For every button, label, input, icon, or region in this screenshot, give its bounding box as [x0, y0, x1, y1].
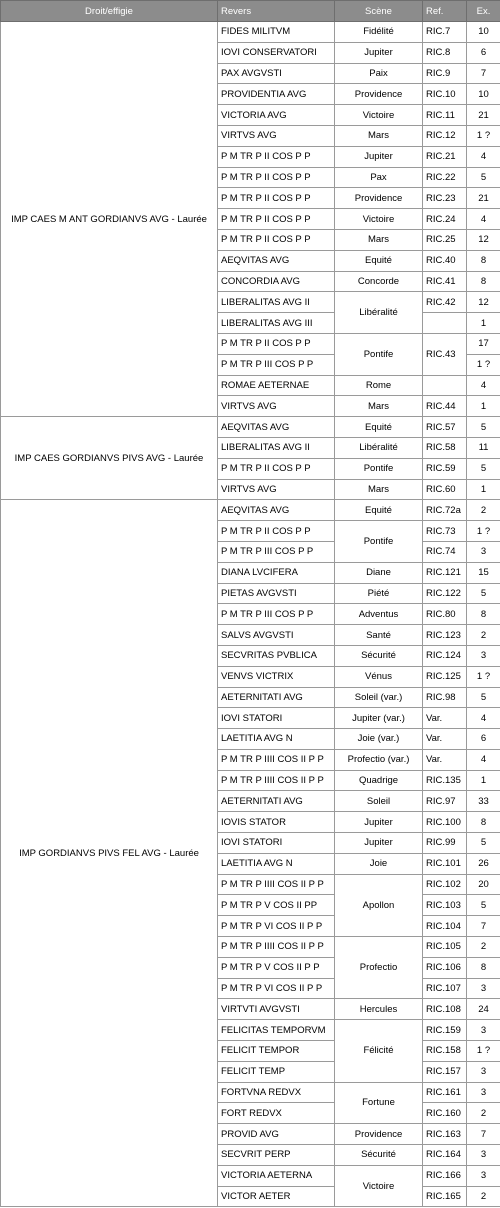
ex-cell: 10	[467, 84, 500, 105]
ex-cell: 1	[467, 313, 500, 334]
ref-cell: RIC.9	[423, 63, 467, 84]
reverse-cell: PIETAS AVGVSTI	[218, 583, 335, 604]
ref-cell: RIC.98	[423, 687, 467, 708]
ex-cell: 1	[467, 396, 500, 417]
ref-cell: RIC.11	[423, 105, 467, 126]
scene-cell: Jupiter	[335, 146, 423, 167]
reverse-cell: P M TR P II COS P P	[218, 188, 335, 209]
reverse-cell: P M TR P IIII COS II P P	[218, 749, 335, 770]
scene-cell: Fidélité	[335, 22, 423, 43]
ex-cell: 7	[467, 1124, 500, 1145]
reverse-cell: P M TR P V COS II PP	[218, 895, 335, 916]
ex-cell: 8	[467, 604, 500, 625]
scene-cell: Fortune	[335, 1082, 423, 1124]
ref-cell: RIC.100	[423, 812, 467, 833]
ex-cell: 1	[467, 479, 500, 500]
ex-cell: 7	[467, 63, 500, 84]
ref-cell: Var.	[423, 749, 467, 770]
ex-cell: 7	[467, 916, 500, 937]
ex-cell: 26	[467, 853, 500, 874]
header-reverse: Revers	[218, 1, 335, 22]
ref-cell: Var.	[423, 729, 467, 750]
reverse-cell: VICTORIA AETERNA	[218, 1165, 335, 1186]
ex-cell: 4	[467, 375, 500, 396]
ex-cell: 2	[467, 500, 500, 521]
ref-cell: RIC.8	[423, 42, 467, 63]
ref-cell: RIC.158	[423, 1041, 467, 1062]
reverse-cell: P M TR P III COS P P	[218, 541, 335, 562]
ref-cell: RIC.161	[423, 1082, 467, 1103]
reverse-cell: PROVIDENTIA AVG	[218, 84, 335, 105]
reverse-cell: P M TR P III COS P P	[218, 604, 335, 625]
reverse-cell: VIRTVS AVG	[218, 396, 335, 417]
ex-cell: 4	[467, 708, 500, 729]
ex-cell: 12	[467, 292, 500, 313]
scene-cell: Félicité	[335, 1020, 423, 1082]
reverse-cell: VICTOR AETER	[218, 1186, 335, 1207]
reverse-cell: P M TR P II COS P P	[218, 167, 335, 188]
scene-cell: Providence	[335, 188, 423, 209]
reverse-cell: DIANA LVCIFERA	[218, 562, 335, 583]
ref-cell: RIC.163	[423, 1124, 467, 1145]
scene-cell: Victoire	[335, 1165, 423, 1207]
ex-cell: 3	[467, 978, 500, 999]
reverse-cell: IOVI STATORI	[218, 833, 335, 854]
reverse-cell: VIRTVS AVG	[218, 479, 335, 500]
reverse-cell: PROVID AVG	[218, 1124, 335, 1145]
scene-cell: Apollon	[335, 874, 423, 936]
ex-cell: 8	[467, 812, 500, 833]
ex-cell: 6	[467, 42, 500, 63]
ref-cell: RIC.25	[423, 229, 467, 250]
reverse-cell: P M TR P II COS P P	[218, 521, 335, 542]
table-header	[1, 1, 500, 22]
header-ex: Ex.	[467, 1, 500, 22]
ref-cell: RIC.24	[423, 209, 467, 230]
reverse-cell: IOVIS STATOR	[218, 812, 335, 833]
ref-cell: RIC.23	[423, 188, 467, 209]
reverse-cell: SECVRITAS PVBLICA	[218, 645, 335, 666]
reverse-cell: P M TR P IIII COS II P P	[218, 937, 335, 958]
reverse-cell: LIBERALITAS AVG II	[218, 437, 335, 458]
ex-cell: 4	[467, 749, 500, 770]
ex-cell: 5	[467, 417, 500, 438]
ex-cell: 3	[467, 1061, 500, 1082]
ref-cell: RIC.104	[423, 916, 467, 937]
obverse-cell: IMP GORDIANVS PIVS FEL AVG - Laurée	[1, 500, 218, 1207]
ref-cell	[423, 313, 467, 334]
ref-cell: RIC.135	[423, 770, 467, 791]
ref-cell: RIC.43	[423, 333, 467, 375]
table-row	[1, 22, 500, 43]
reverse-cell: AEQVITAS AVG	[218, 250, 335, 271]
ex-cell: 3	[467, 1020, 500, 1041]
scene-cell: Joie	[335, 853, 423, 874]
table-body	[1, 22, 500, 1207]
scene-cell: Jupiter	[335, 42, 423, 63]
header-scene: Scène	[335, 1, 423, 22]
reverse-cell: P M TR P II COS P P	[218, 209, 335, 230]
ex-cell: 10	[467, 22, 500, 43]
ex-cell: 21	[467, 105, 500, 126]
ex-cell: 5	[467, 583, 500, 604]
ref-cell: RIC.157	[423, 1061, 467, 1082]
ex-cell: 15	[467, 562, 500, 583]
scene-cell: Mars	[335, 479, 423, 500]
scene-cell: Pontife	[335, 333, 423, 375]
scene-cell: Pax	[335, 167, 423, 188]
scene-cell: Mars	[335, 229, 423, 250]
reverse-cell: LAETITIA AVG N	[218, 853, 335, 874]
ex-cell: 5	[467, 895, 500, 916]
ref-cell: RIC.72a	[423, 500, 467, 521]
ex-cell: 5	[467, 167, 500, 188]
header-row	[1, 1, 500, 22]
ex-cell: 8	[467, 271, 500, 292]
reverse-cell: LIBERALITAS AVG II	[218, 292, 335, 313]
ref-cell: RIC.107	[423, 978, 467, 999]
ex-cell: 5	[467, 458, 500, 479]
ex-cell: 3	[467, 1165, 500, 1186]
reverse-cell: P M TR P II COS P P	[218, 146, 335, 167]
ref-cell: RIC.123	[423, 625, 467, 646]
scene-cell: Paix	[335, 63, 423, 84]
ref-cell: RIC.59	[423, 458, 467, 479]
reverse-cell: VIRTVS AVG	[218, 125, 335, 146]
reverse-cell: P M TR P V COS II P P	[218, 957, 335, 978]
scene-cell: Soleil	[335, 791, 423, 812]
ex-cell: 1 ?	[467, 521, 500, 542]
ref-cell: RIC.42	[423, 292, 467, 313]
ex-cell: 1 ?	[467, 354, 500, 375]
reverse-cell: FELICIT TEMP	[218, 1061, 335, 1082]
header-obverse: Droit/effigie	[1, 1, 218, 22]
reverse-cell: SECVRIT PERP	[218, 1145, 335, 1166]
ex-cell: 6	[467, 729, 500, 750]
reverse-cell: AETERNITATI AVG	[218, 791, 335, 812]
reverse-cell: FELICIT TEMPOR	[218, 1041, 335, 1062]
obverse-cell: IMP CAES M ANT GORDIANVS AVG - Laurée	[1, 22, 218, 417]
ex-cell: 3	[467, 541, 500, 562]
ref-cell: RIC.160	[423, 1103, 467, 1124]
ex-cell: 1 ?	[467, 666, 500, 687]
ref-cell: RIC.124	[423, 645, 467, 666]
reverse-cell: P M TR P VI COS II P P	[218, 916, 335, 937]
reverse-cell: FORTVNA REDVX	[218, 1082, 335, 1103]
ref-cell: RIC.41	[423, 271, 467, 292]
ref-cell: Var.	[423, 708, 467, 729]
reverse-cell: AEQVITAS AVG	[218, 500, 335, 521]
scene-cell: Santé	[335, 625, 423, 646]
reverse-cell: P M TR P II COS P P	[218, 458, 335, 479]
reverse-cell: FIDES MILITVM	[218, 22, 335, 43]
reverse-cell: FELICITAS TEMPORVM	[218, 1020, 335, 1041]
ex-cell: 20	[467, 874, 500, 895]
scene-cell: Providence	[335, 84, 423, 105]
scene-cell: Victoire	[335, 105, 423, 126]
scene-cell: Sécurité	[335, 645, 423, 666]
scene-cell: Equité	[335, 417, 423, 438]
scene-cell: Sécurité	[335, 1145, 423, 1166]
scene-cell: Libéralité	[335, 292, 423, 334]
ref-cell: RIC.7	[423, 22, 467, 43]
reverse-cell: P M TR P IIII COS II P P	[218, 770, 335, 791]
ref-cell: RIC.166	[423, 1165, 467, 1186]
scene-cell: Profectio (var.)	[335, 749, 423, 770]
scene-cell: Jupiter	[335, 812, 423, 833]
header-ref: Ref.	[423, 1, 467, 22]
scene-cell: Soleil (var.)	[335, 687, 423, 708]
table-row	[1, 500, 500, 521]
ex-cell: 3	[467, 1145, 500, 1166]
reverse-cell: VICTORIA AVG	[218, 105, 335, 126]
ex-cell: 8	[467, 250, 500, 271]
ref-cell	[423, 375, 467, 396]
ref-cell: RIC.44	[423, 396, 467, 417]
ref-cell: RIC.101	[423, 853, 467, 874]
reverse-cell: IOVI CONSERVATORI	[218, 42, 335, 63]
table-row	[1, 417, 500, 438]
ref-cell: RIC.22	[423, 167, 467, 188]
scene-cell: Providence	[335, 1124, 423, 1145]
ex-cell: 33	[467, 791, 500, 812]
reverse-cell: AETERNITATI AVG	[218, 687, 335, 708]
scene-cell: Profectio	[335, 937, 423, 999]
ref-cell: RIC.164	[423, 1145, 467, 1166]
scene-cell: Rome	[335, 375, 423, 396]
ref-cell: RIC.106	[423, 957, 467, 978]
ref-cell: RIC.73	[423, 521, 467, 542]
ref-cell: RIC.57	[423, 417, 467, 438]
reverse-cell: LIBERALITAS AVG III	[218, 313, 335, 334]
ex-cell: 2	[467, 1103, 500, 1124]
ex-cell: 11	[467, 437, 500, 458]
ex-cell: 2	[467, 625, 500, 646]
reverse-cell: AEQVITAS AVG	[218, 417, 335, 438]
scene-cell: Piété	[335, 583, 423, 604]
reverse-cell: P M TR P II COS P P	[218, 333, 335, 354]
reverse-cell: P M TR P II COS P P	[218, 229, 335, 250]
scene-cell: Joie (var.)	[335, 729, 423, 750]
scene-cell: Mars	[335, 125, 423, 146]
ref-cell: RIC.80	[423, 604, 467, 625]
ref-cell: RIC.105	[423, 937, 467, 958]
ex-cell: 21	[467, 188, 500, 209]
ref-cell: RIC.60	[423, 479, 467, 500]
ref-cell: RIC.122	[423, 583, 467, 604]
ref-cell: RIC.97	[423, 791, 467, 812]
ex-cell: 4	[467, 209, 500, 230]
scene-cell: Pontife	[335, 521, 423, 563]
ex-cell: 1	[467, 770, 500, 791]
ref-cell: RIC.21	[423, 146, 467, 167]
scene-cell: Jupiter	[335, 833, 423, 854]
scene-cell: Concorde	[335, 271, 423, 292]
ex-cell: 5	[467, 833, 500, 854]
reverse-cell: SALVS AVGVSTI	[218, 625, 335, 646]
ex-cell: 2	[467, 1186, 500, 1207]
ref-cell: RIC.121	[423, 562, 467, 583]
ex-cell: 3	[467, 1082, 500, 1103]
scene-cell: Hercules	[335, 999, 423, 1020]
ref-cell: RIC.40	[423, 250, 467, 271]
reverse-cell: VIRTVTI AVGVSTI	[218, 999, 335, 1020]
ref-cell: RIC.58	[423, 437, 467, 458]
scene-cell: Equité	[335, 250, 423, 271]
ex-cell: 24	[467, 999, 500, 1020]
ref-cell: RIC.103	[423, 895, 467, 916]
obverse-cell: IMP CAES GORDIANVS PIVS AVG - Laurée	[1, 417, 218, 500]
reverse-cell: P M TR P III COS P P	[218, 354, 335, 375]
reverse-cell: P M TR P IIII COS II P P	[218, 874, 335, 895]
reverse-cell: FORT REDVX	[218, 1103, 335, 1124]
scene-cell: Mars	[335, 396, 423, 417]
reverse-cell: PAX AVGVSTI	[218, 63, 335, 84]
scene-cell: Equité	[335, 500, 423, 521]
ref-cell: RIC.12	[423, 125, 467, 146]
scene-cell: Victoire	[335, 209, 423, 230]
ref-cell: RIC.165	[423, 1186, 467, 1207]
scene-cell: Pontife	[335, 458, 423, 479]
ex-cell: 3	[467, 645, 500, 666]
scene-cell: Vénus	[335, 666, 423, 687]
ex-cell: 17	[467, 333, 500, 354]
ex-cell: 1 ?	[467, 125, 500, 146]
reverse-cell: LAETITIA AVG N	[218, 729, 335, 750]
ex-cell: 5	[467, 687, 500, 708]
ref-cell: RIC.108	[423, 999, 467, 1020]
reverse-cell: ROMAE AETERNAE	[218, 375, 335, 396]
ex-cell: 4	[467, 146, 500, 167]
ex-cell: 2	[467, 937, 500, 958]
reverse-cell: IOVI STATORI	[218, 708, 335, 729]
ref-cell: RIC.102	[423, 874, 467, 895]
scene-cell: Quadrige	[335, 770, 423, 791]
ex-cell: 1 ?	[467, 1041, 500, 1062]
ref-cell: RIC.125	[423, 666, 467, 687]
reverse-cell: VENVS VICTRIX	[218, 666, 335, 687]
scene-cell: Libéralité	[335, 437, 423, 458]
scene-cell: Diane	[335, 562, 423, 583]
ref-cell: RIC.159	[423, 1020, 467, 1041]
ex-cell: 8	[467, 957, 500, 978]
ref-cell: RIC.99	[423, 833, 467, 854]
reverse-cell: CONCORDIA AVG	[218, 271, 335, 292]
scene-cell: Adventus	[335, 604, 423, 625]
ref-cell: RIC.10	[423, 84, 467, 105]
reverse-cell: P M TR P VI COS II P P	[218, 978, 335, 999]
ref-cell: RIC.74	[423, 541, 467, 562]
ex-cell: 12	[467, 229, 500, 250]
scene-cell: Jupiter (var.)	[335, 708, 423, 729]
